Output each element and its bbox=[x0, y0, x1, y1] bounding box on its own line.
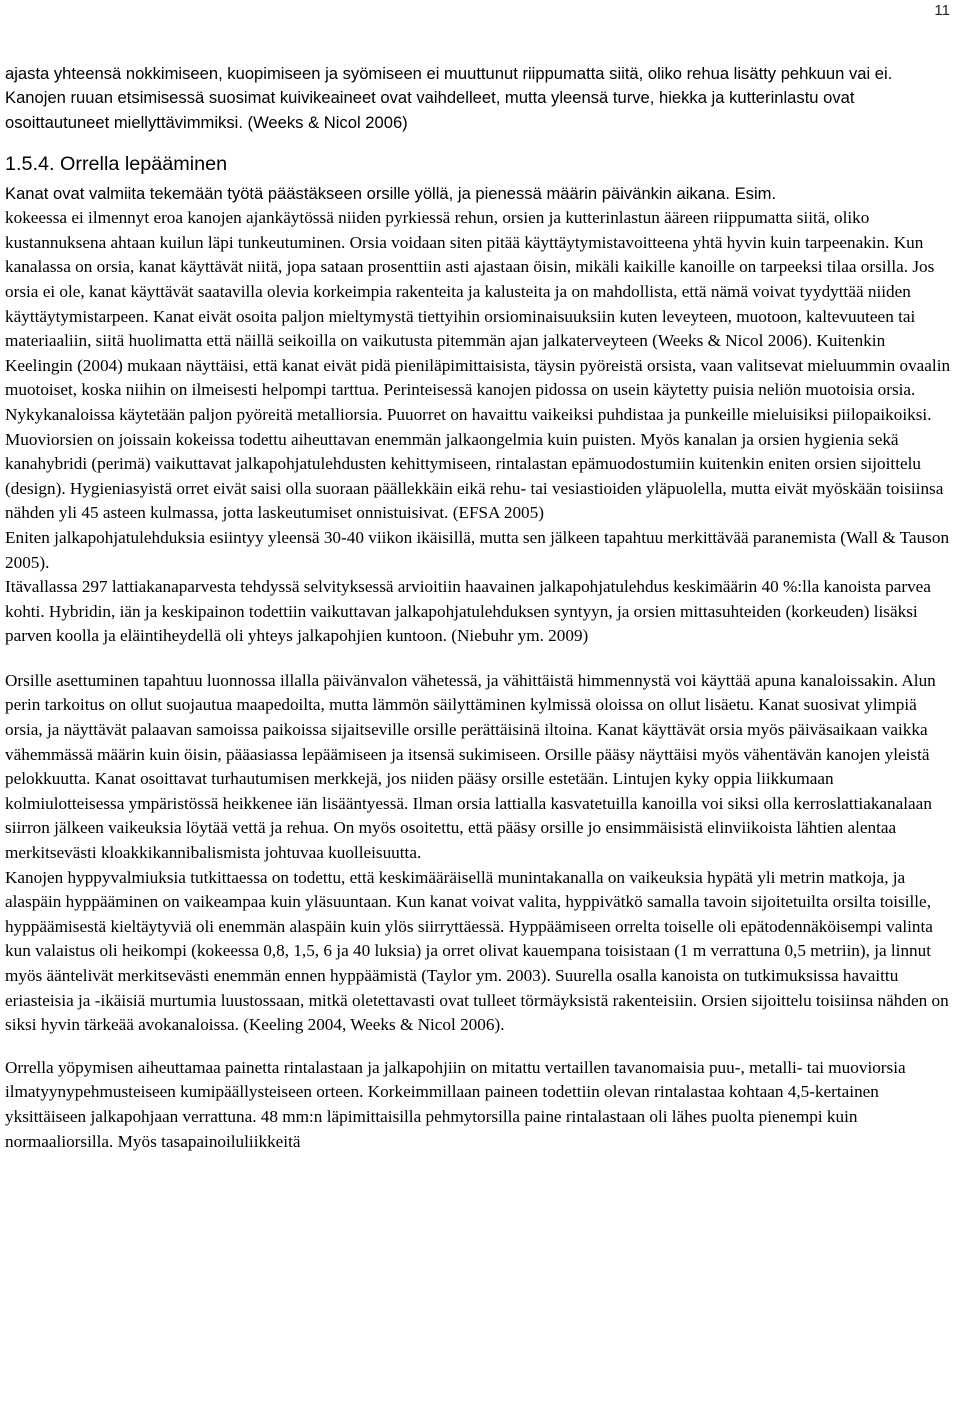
section-heading: 1.5.4. Orrella lepääminen bbox=[5, 152, 228, 175]
intro-paragraph-1: ajasta yhteensä nokkimiseen, kuopimiseen ja syömiseen ei muuttunut riippumatta siitä, oliko rehua lisätty pehkuun vai ei. bbox=[5, 64, 893, 83]
section-intro: Kanat ovat valmiita tekemään työtä päästäkseen orsille yöllä, ja pienessä määrin päivänkin aikana. Esim. bbox=[5, 183, 777, 203]
body-paragraph: kokeessa ei ilmennyt eroa kanojen ajankäytössä niiden pyrkiessä rehun, orsien ja kutterinlastun ääreen riippumatta siitä, oliko kustannuksena ahtaan kuilun läpi tunkeutuminen. Orsia voidaan siten pitää käyttäytymistavoitteena yhtä hyvin kuin tarpeenakin. Kun kanalassa on orsia, kanat käyttävät niitä, jopa sataan prosenttiin asti ajastaan öisin, mikäli kaikille kanoille on tarpeeksi tilaa orsilla. Jos orsia ei ole, kanat käyttävät saatavilla olevia korkeimpia rakenteita ja kalusteita ja on mahdollista, että nämä voivat tyydyttää niiden käyttäytymistarpeen. Kanat eivät osoita paljon mieltymystä tiettyihin orsiominaisuuksiin kuten leveyteen, muotoon, kaltevuuteen tai materiaaliin, siitä huolimatta että näillä seikoilla on vaikutusta pitemmän ajan jalkaterveyteen (Weeks & Nicol 2006). Kuitenkin Keelingin (2004) mukaan näyttäisi, että kanat eivät pidä pieniläpimittaisista, täysin pyöreistä orsista, vaan valitsevat mieluummin ovaalin muotoiset, koska niihin on ilmeisesti helpompi tarttua. Perinteisessä kanojen pidossa on usein käytetty puisia neliön muotoisia orsia. Nykykanaloissa käytetään paljon pyöreitä metalliorsia. Puuorret on havaittu vaikeiksi puhdistaa ja punkeille mieluisiksi piilopaikoiksi. Muoviorsien on joissain kokeissa todettu aiheuttavan enemmän jalkaongelmia kuin puisten. Myös kanalan ja orsien hygienia sekä kanahybridi (perimä) vaikuttavat jalkapohjatulehdusten kehittymiseen, rintalastan epämuodostumiin kuitenkin eniten orsien sijoittelu (design). Hygieniasyistä orret eivät saisi olla suoraan päällekkäin eikä rehu- tai vesiastioiden yläpuolella, mutta eivät myöskään toisiinsa nähden yli 45 asteen kulmassa, jotta laskeutumiset onnistuisivat. (EFSA 2005) bbox=[5, 208, 951, 523]
body-paragraph: Eniten jalkapohjatulehduksia esiintyy yleensä 30-40 viikon ikäisillä, mutta sen jälkeen tapahtuu merkittävää paranemista (Wall & Tauson 2005). bbox=[5, 527, 950, 572]
page-number: 11 bbox=[934, 2, 950, 19]
intro-paragraph-2: Kanojen ruuan etsimisessä suosimat kuivikeaineet ovat vaihdelleet, mutta yleensä turve, hiekka ja kutterinlastu ovat osoittautuneet miellyttävimmiksi. (Weeks & Nicol 2006) bbox=[5, 88, 855, 132]
body-paragraph: Orrella yöpymisen aiheuttamaa painetta rintalastaan ja jalkapohjiin on mitattu vertaillen tavanomaisia puu-, metalli- tai muoviorsia ilmatyynypehmusteiseen kumipäällysteiseen orteen. Korkeimmillaan paineen todettiin olevan rintalastaa kohtaan 4,5-kertainen yksittäiseen jalkapohjaan verrattuna. 48 mm:n läpimittaisilla pehmytorsilla paine rintalastaan oli lähes puolta pienempi kuin normaaliorsilla. Myös tasapainoiluliikkeitä bbox=[5, 1057, 906, 1151]
body-paragraph: Kanojen hyppyvalmiuksia tutkittaessa on todettu, että keskimääräisellä munintakanalla on vaikeuksia hypätä yli metrin matkoja, ja alaspäin hyppääminen on vaikeampaa kuin yläsuuntaan. Kun kanat voivat valita, hyppivätkö samalla tavoin sijoitetuilta orsilta toisille, hyppäämisestä kieltäytyviä oli enemmän alaspäin kuin ylös siirryttäessä. Hyppäämiseen orrelta toiselle oli epätodennäköisempi valinta kun valaistus oli heikompi (kokeessa 0,8, 1,5, 6 ja 40 luksia) ja orret olivat kauempana toisistaan (1 m verrattuna 0,5 metriin), ja linnut myös ääntelivät merkitsevästi enemmän ennen hyppäämistä (Taylor ym. 2003). Suurella osalla kanoista on tutkimuksissa havaittu eriasteisia ja -ikäisiä murtumia luustossaan, mitkä oletettavasti ovat tulleet törmäyksistä rakenteisiin. Orsien sijoittelu toisiinsa nähden on siksi hyvin tärkeää avokanaloissa. (Keeling 2004, Weeks & Nicol 2006). bbox=[5, 867, 949, 1035]
document-body bbox=[5, 62, 955, 1154]
body-paragraph: Orsille asettuminen tapahtuu luonnossa illalla päivänvalon vähetessä, ja vähittäistä himmennystä voi käyttää apuna kanaloissakin. Alun perin tarkoitus on ollut suojautua maapedoilta, mutta lämmön säilyttäminen kylmissä oloissa on ollut lisäetu. Kanat suosivat ylimpiä orsia, ja näyttävät palaavan samoissa paikoissa sijaitseville orsille perättäisinä iltoina. Kanat käyttävät orsia myös päiväsaikaan vaikka vähemmässä määrin kuin öisin, pääasiassa lepäämiseen ja itsensä sukimiseen. Orsille pääsy näyttäisi myös vähentävän kanojen yleistä pelokkuutta. Kanat osoittavat turhautumisen merkkejä, jos niiden pääsy orsille estetään. Lintujen kyky oppia liikkumaan kolmiulotteisessa ympäristössä heikkenee iän lisääntyessä. Ilman orsia lattialla kasvatetuilla kanoilla voi siksi olla kerroslattiakanalaan siirron jälkeen vaikeuksia löytää vettä ja rehua. On myös osoitettu, että pääsy orsille jo ensimmäisistä elinviikoista lähtien alentaa merkitsevästi kloakkikannibalismista johtuvaa kuolleisuutta. bbox=[5, 670, 936, 863]
body-paragraph: Itävallassa 297 lattiakanaparvesta tehdyssä selvityksessä arvioitiin haavainen jalkapohjatulehdus keskimäärin 40 %:lla kanoista parvea kohti. Hybridin, iän ja keskipainon todettiin vaikuttavan jalkapohjatulehduksen syntyyn, ja orsien mittasuhteiden (korkeuden) lisäksi parven koolla ja eläintiheydellä oli yhteys jalkapohjien kuntoon. (Niebuhr ym. 2009) bbox=[5, 577, 931, 646]
